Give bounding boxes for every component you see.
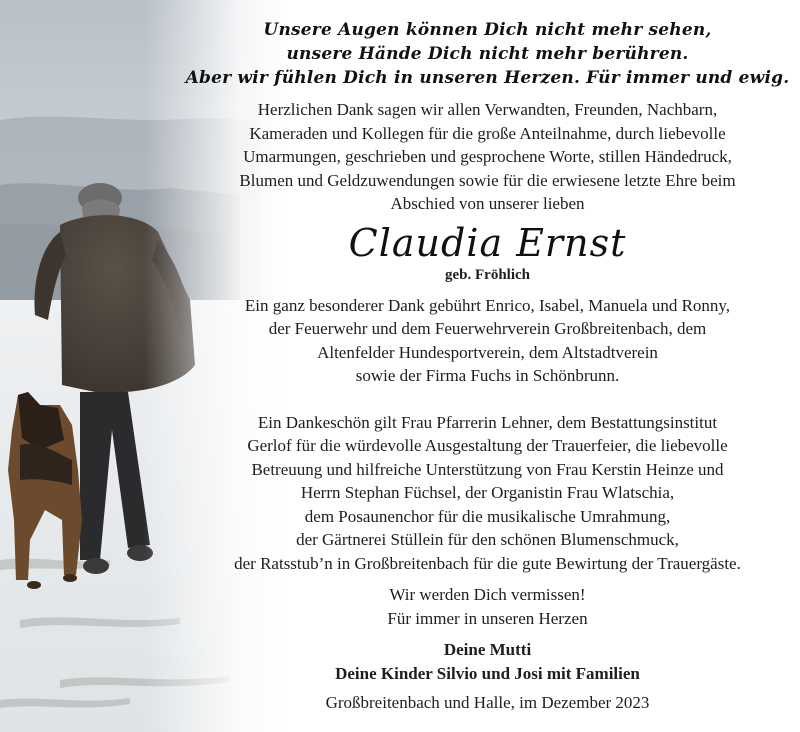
- special-thanks-line: Ein ganz besonderer Dank gebührt Enrico, Isabel, Manuela und Ronny,: [244, 295, 731, 315]
- thanks-line: Blumen und Geldzuwendungen sowie für die erwiesene letzte Ehre beim: [239, 170, 736, 190]
- further-thanks-line: Betreuung und hilfreiche Unterstützung von Frau Kerstin Heinze und: [251, 459, 724, 479]
- special-thanks-line: der Feuerwehr und dem Feuerwehrverein Großbreitenbach, dem: [268, 319, 707, 338]
- further-thanks-line: der Gärtnerei Stüllein für den schönen Blumenschmuck,: [296, 530, 679, 549]
- special-thanks: [175, 294, 800, 388]
- closing-line: Wir werden Dich vermissen!: [389, 585, 586, 604]
- thanks-intro: [175, 98, 800, 216]
- closing-line: Für immer in unseren Herzen: [387, 608, 588, 628]
- poem-line: unsere Hände Dich nicht mehr berühren.: [286, 44, 689, 64]
- closing: [175, 583, 800, 630]
- further-thanks-line: Gerlof für die würdevolle Ausgestaltung der Trauerfeier, die liebevolle: [247, 436, 728, 455]
- signatures: [175, 638, 800, 685]
- thanks-line: Kameraden und Kollegen für die große Anteilnahme, durch liebevolle: [249, 123, 726, 143]
- maiden-name: geb. Fröhlich: [445, 266, 530, 283]
- poem: [175, 18, 800, 90]
- special-thanks-line: Altenfelder Hundesportverein, dem Altstadtverein: [317, 342, 658, 362]
- signature-line: Deine Mutti: [443, 640, 532, 659]
- further-thanks-line: dem Posaunenchor für die musikalische Umrahmung,: [304, 506, 671, 526]
- place-date: Großbreitenbach und Halle, im Dezember 2023: [325, 693, 650, 712]
- deceased-name: Claudia Ernst: [348, 220, 627, 265]
- poem-line: Unsere Augen können Dich nicht mehr sehen,: [263, 20, 712, 40]
- poem-line: Aber wir fühlen Dich in unseren Herzen. Für immer und ewig.: [185, 68, 790, 88]
- thanks-line: Herzlichen Dank sagen wir allen Verwandten, Freunden, Nachbarn,: [257, 100, 718, 119]
- further-thanks: [175, 411, 800, 576]
- thanks-line: Abschied von unserer lieben: [390, 194, 585, 213]
- obituary-text: [175, 18, 800, 715]
- further-thanks-line: Herrn Stephan Füchsel, der Organistin Frau Wlatschia,: [300, 483, 675, 502]
- thanks-line: Umarmungen, geschrieben und gesprochene Worte, stillen Händedruck,: [243, 147, 732, 166]
- further-thanks-line: der Ratsstub’n in Großbreitenbach für die gute Bewirtung der Trauergäste.: [234, 553, 741, 573]
- signature-line: Deine Kinder Silvio und Josi mit Familien: [335, 663, 640, 683]
- special-thanks-line: sowie der Firma Fuchs in Schönbrunn.: [355, 366, 620, 385]
- further-thanks-line: Ein Dankeschön gilt Frau Pfarrerin Lehner, dem Bestattungsinstitut: [257, 412, 718, 432]
